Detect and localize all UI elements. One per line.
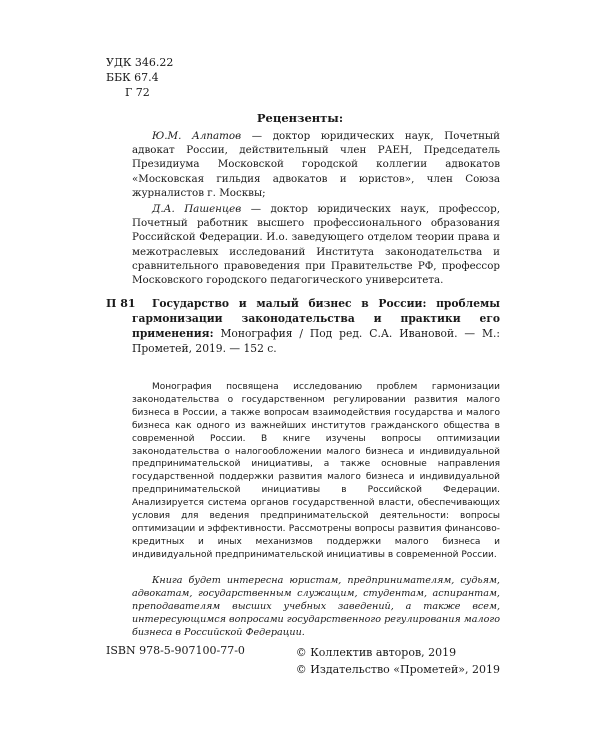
reviewer-name: Д.А. Пашенцев <box>152 203 242 215</box>
copyright-block <box>296 644 500 678</box>
copyright-publisher: © Издательство «Прометей», 2019 <box>295 663 500 676</box>
reviewer-credentials: — доктор юридических наук, профессор, Почетный работник высшего профессионального образования Российской Федерации. И.о. заведующего отделом теории права и межотраслевых исследований Института законодательства и сравнительного правоведения при Правительстве РФ, профессор Московского городского педагогического университета. <box>132 203 500 287</box>
udk-code: УДК 346.22 <box>106 56 174 69</box>
book-index-mark: П 81 <box>106 297 136 310</box>
bbk-code: ББК 67.4 <box>106 71 159 84</box>
isbn-number: ISBN 978-5-907100-77-0 <box>106 644 245 657</box>
audience-text: Книга будет интересна юристам, предпринимателям, судьям, адвокатам, государственным служащим, студентам, аспирантам, преподавателям высших учебных заведений, а также всем, интересующимся вопросами государственного регулирования малого бизнеса в Российской Федерации. <box>132 575 500 639</box>
bibliographic-description <box>132 296 500 356</box>
reviewer-entry <box>132 129 500 200</box>
book-details: Монография / Под ред. С.А. Ивановой. — М.: Прометей, 2019. — 152 с. <box>132 327 500 355</box>
book-title: Государство и малый бизнес в России: проблемы гармонизации законодательства и практики его применения: <box>132 297 500 340</box>
reviewer-name: Ю.М. Алпатов <box>152 130 242 142</box>
annotation-text: Монография посвящена исследованию проблем гармонизации законодательства о государственном регулировании развития малого бизнеса в России, а также вопросам взаимодействия государства и малого бизнеса как одного из важнейших институтов гражданского общества в современной России. В книге изучены вопросы оптимизации законодательства о налогообложении малого бизнеса и индивидуальной предпринимательской инициативы, а также основные направления государственной поддержки развития малого бизнеса и индивидуальной предпринимательской инициативы в Российской Федерации. Анализируется система органов государственной власти, обеспечивающих условия для ведения предпринимательской деятельности: вопросы оптимизации и эффективности. Рассмотрены вопросы развития финансово-кредитных и иных механизмов поддержки малого бизнеса и индивидуальной предпринимательской инициативы в современной России. <box>132 382 500 560</box>
author-mark-code: Г 72 <box>125 86 150 99</box>
classification-codes <box>106 55 173 100</box>
reviewers-heading: Рецензенты: <box>256 111 344 125</box>
reviewer-credentials: — доктор юридических наук, Почетный адвокат России, действительный член РАЕН, Председатель Президиума Московской городской коллегии адвокатов «Московская гильдия адвокатов и юристов», член Союза журналистов г. Москвы; <box>132 130 500 199</box>
copyright-authors: © Коллектив авторов, 2019 <box>295 646 457 659</box>
reviewer-entry <box>132 202 500 287</box>
